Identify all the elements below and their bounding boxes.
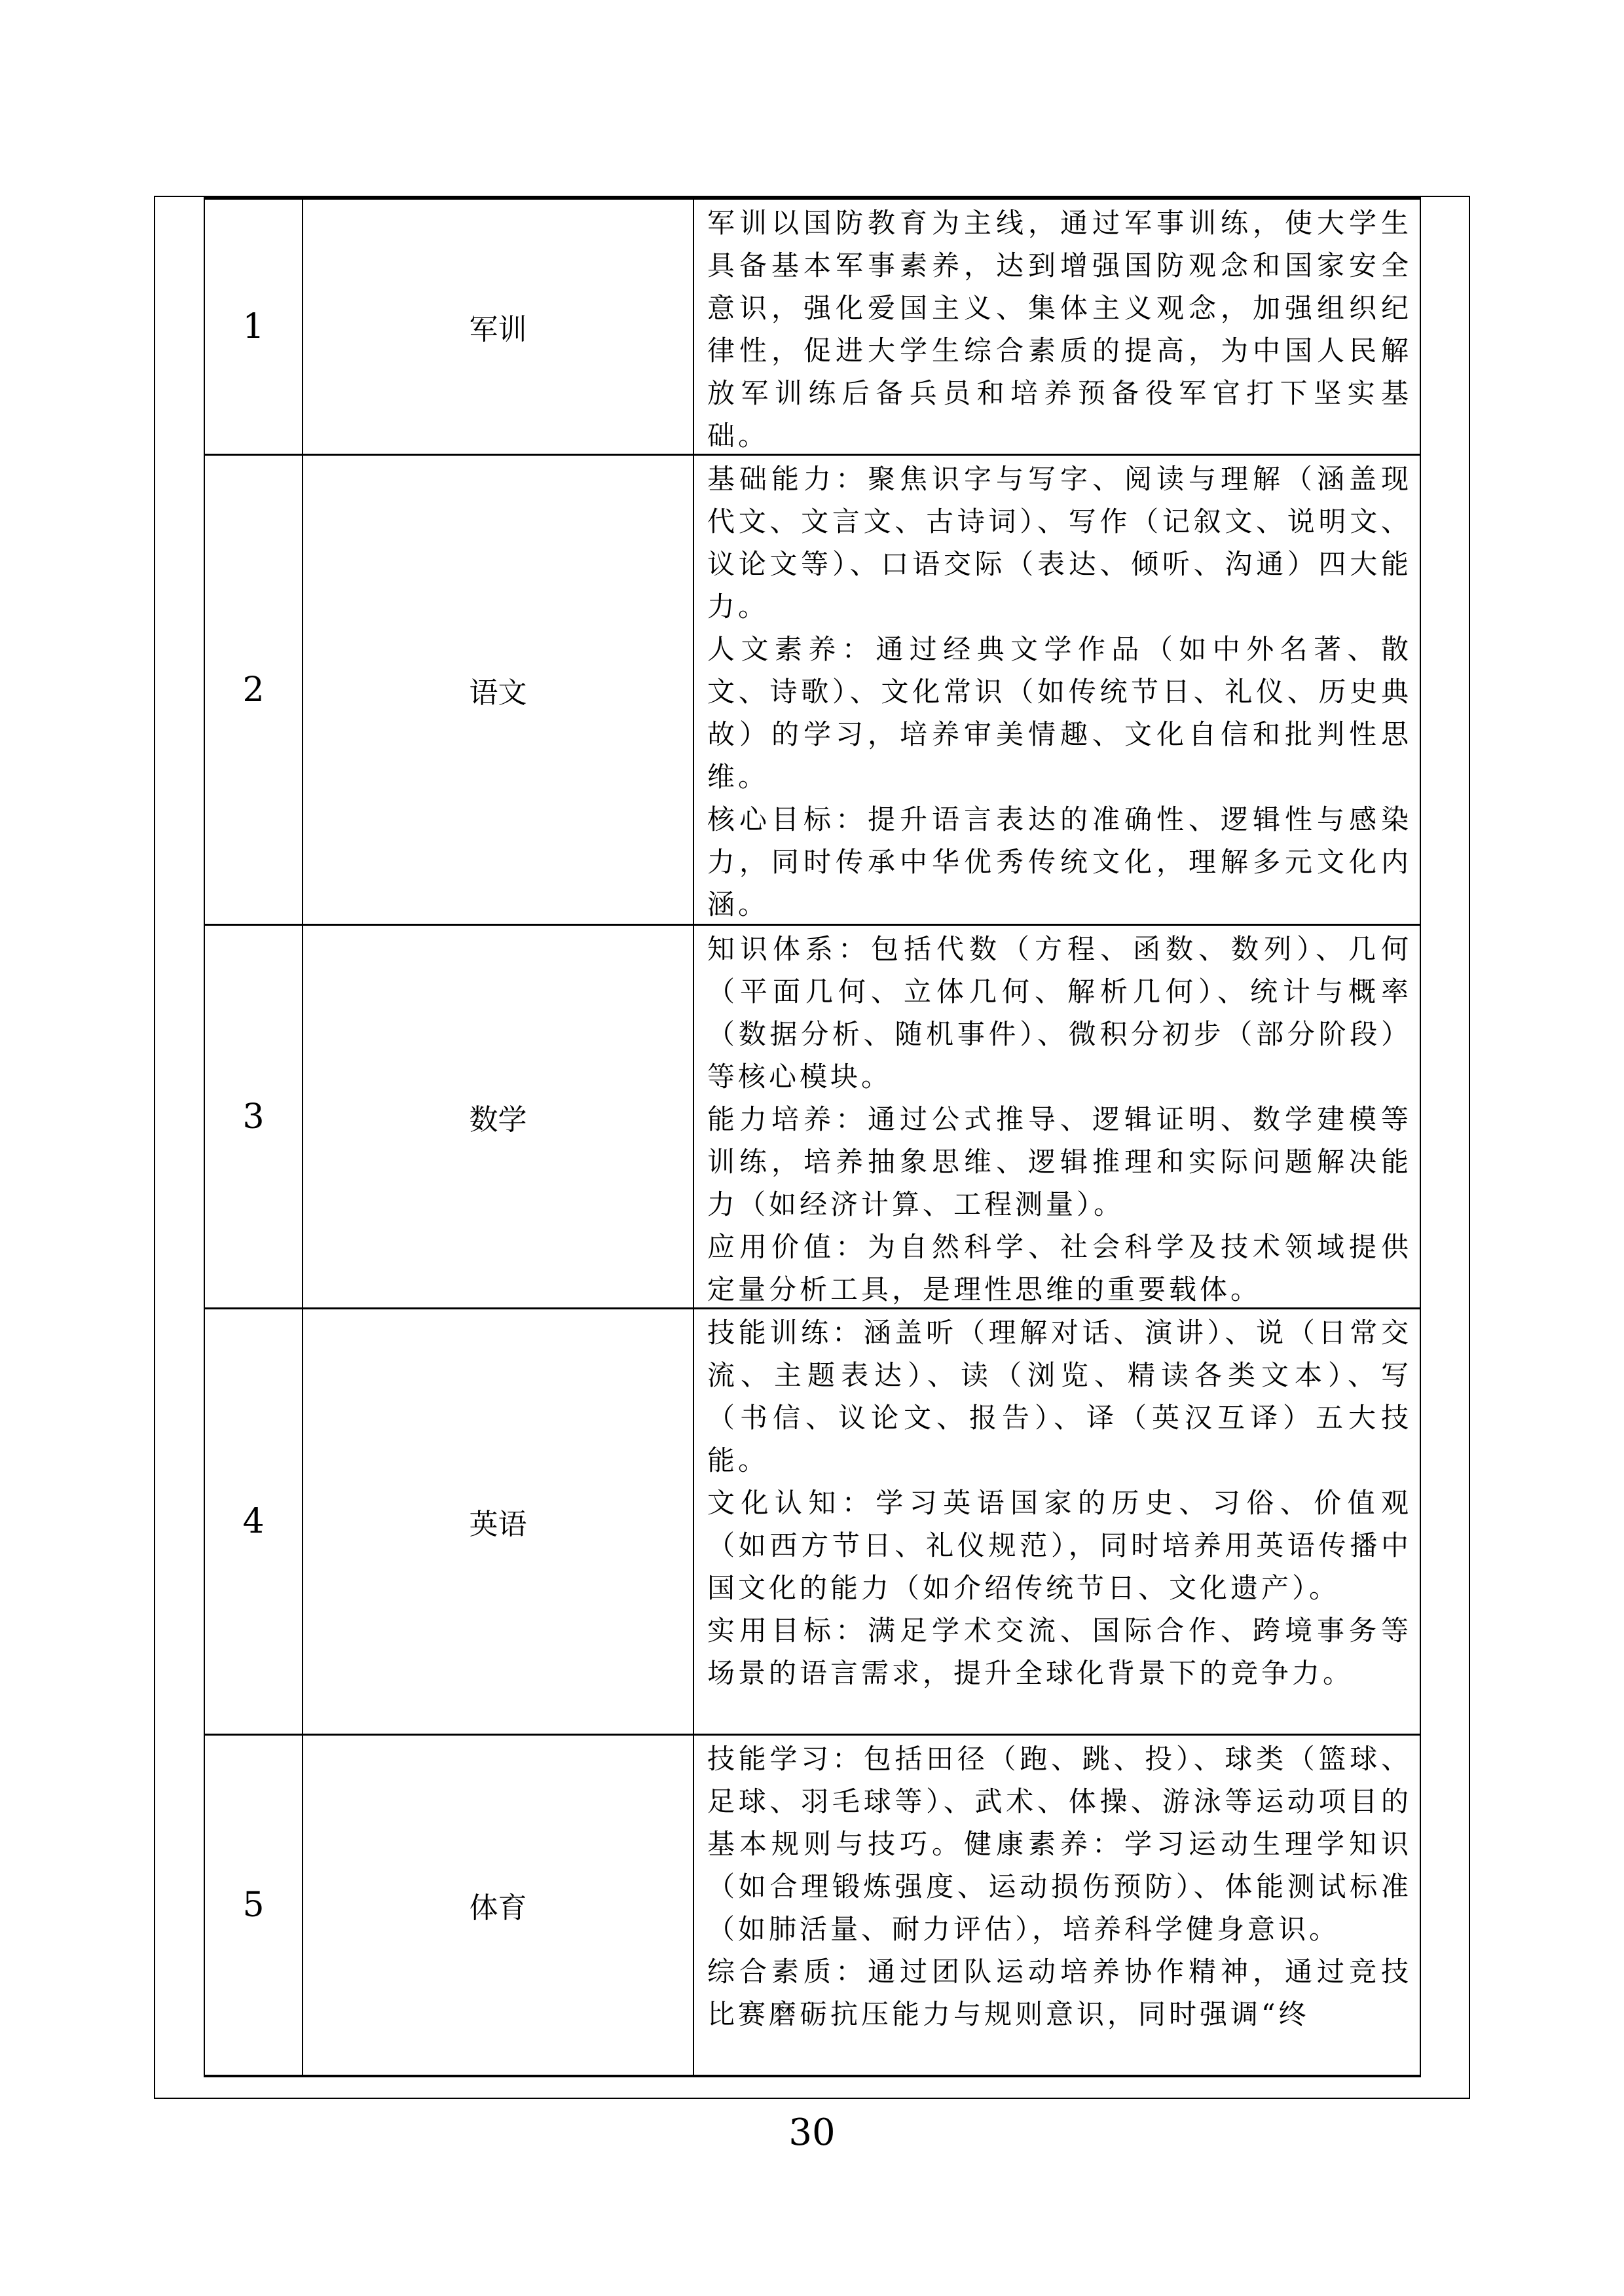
row-number-cell: 3 bbox=[205, 926, 303, 1307]
description-paragraph: 综合素质：通过团队运动培养协作精神，通过竞技比赛磨砺抗压能力与规则意识，同时强调“终 bbox=[707, 1956, 1412, 2030]
description-paragraph: 能力培养：通过公式推导、逻辑证明、数学建模等训练，培养抽象思维、逻辑推理和实际问题解决能力（如经济计算、工程测量）。 bbox=[707, 1103, 1412, 1220]
table-row bbox=[205, 456, 1420, 926]
course-description-cell bbox=[694, 1736, 1420, 2075]
course-name-cell: 数学 bbox=[303, 926, 694, 1307]
row-number-cell: 5 bbox=[205, 1736, 303, 2075]
row-number-cell: 2 bbox=[205, 456, 303, 924]
course-description-cell bbox=[694, 926, 1420, 1307]
row-number-cell: 4 bbox=[205, 1309, 303, 1734]
description-paragraph: 人文素养：通过经典文学作品（如中外名著、散文、诗歌）、文化常识（如传统节日、礼仪、历史典故）的学习，培养审美情趣、文化自信和批判性思维。 bbox=[707, 633, 1412, 793]
table-row bbox=[205, 1309, 1420, 1736]
description-paragraph: 实用目标：满足学术交流、国际合作、跨境事务等场景的语言需求，提升全球化背景下的竞争力。 bbox=[707, 1614, 1412, 1689]
course-name-cell: 体育 bbox=[303, 1736, 694, 2075]
description-paragraph: 技能学习：包括田径（跑、跳、投）、球类（篮球、足球、羽毛球等）、武术、体操、游泳等运动项目的基本规则与技巧。健康素养：学习运动生理学知识（如合理锻炼强度、运动损伤预防）、体能测试标准（如肺活量、耐力评估），培养科学健身意识。 bbox=[707, 1743, 1412, 1945]
description-paragraph: 知识体系：包括代数（方程、函数、数列）、几何（平面几何、立体几何、解析几何）、统计与概率（数据分析、随机事件）、微积分初步（部分阶段）等核心模块。 bbox=[707, 933, 1412, 1093]
course-description-cell bbox=[694, 456, 1420, 924]
table-row bbox=[205, 1736, 1420, 2075]
course-name-cell: 语文 bbox=[303, 456, 694, 924]
course-name-cell: 军训 bbox=[303, 200, 694, 454]
row-number-cell: 1 bbox=[205, 200, 303, 454]
course-description-cell bbox=[694, 200, 1420, 454]
page-number: 30 bbox=[788, 2111, 836, 2154]
course-name-cell: 英语 bbox=[303, 1309, 694, 1734]
description-paragraph: 应用价值：为自然科学、社会科学及技术领域提供定量分析工具，是理性思维的重要载体。 bbox=[707, 1231, 1412, 1305]
description-paragraph: 军训以国防教育为主线，通过军事训练，使大学生具备基本军事素养，达到增强国防观念和国家安全意识，强化爱国主义、集体主义观念，加强组织纪律性，促进大学生综合素质的提高，为中国人民解放军训练后备兵员和培养预备役军官打下坚实基础。 bbox=[707, 207, 1412, 452]
table-row bbox=[205, 200, 1420, 456]
description-paragraph: 文化认知：学习英语国家的历史、习俗、价值观（如西方节日、礼仪规范），同时培养用英语传播中国文化的能力（如介绍传统节日、文化遗产）。 bbox=[707, 1487, 1412, 1604]
description-paragraph: 技能训练：涵盖听（理解对话、演讲）、说（日常交流、主题表达）、读（浏览、精读各类文本）、写（书信、议论文、报告）、译（英汉互译）五大技能。 bbox=[707, 1317, 1412, 1476]
description-paragraph: 核心目标：提升语言表达的准确性、逻辑性与感染力，同时传承中华优秀传统文化，理解多元文化内涵。 bbox=[707, 803, 1412, 920]
description-paragraph: 基础能力：聚焦识字与写字、阅读与理解（涵盖现代文、文言文、古诗词）、写作（记叙文、说明文、议论文等）、口语交际（表达、倾听、沟通）四大能力。 bbox=[707, 463, 1412, 623]
table-row bbox=[205, 926, 1420, 1309]
course-table bbox=[204, 197, 1421, 2077]
course-description-cell bbox=[694, 1309, 1420, 1734]
